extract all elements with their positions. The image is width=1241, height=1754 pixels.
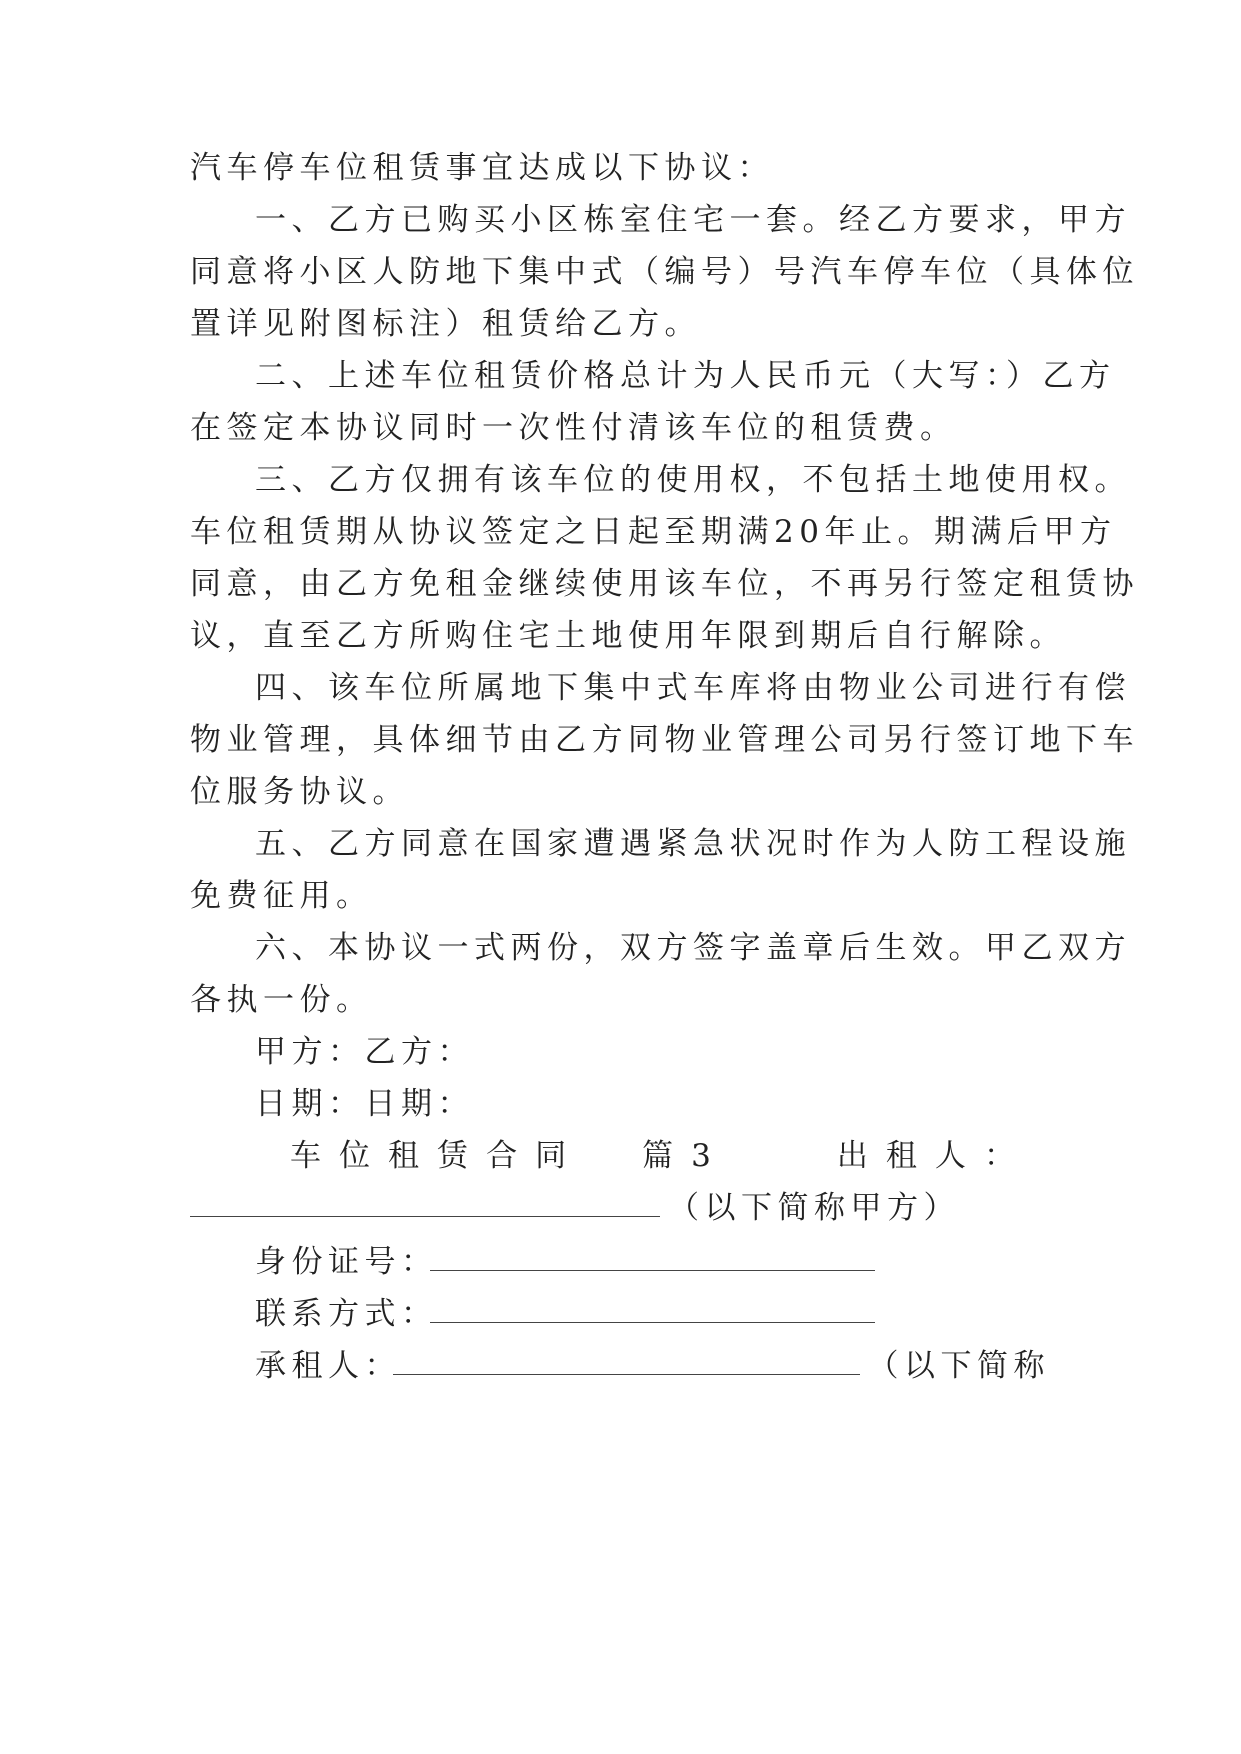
contract-heading [290, 1126, 1015, 1186]
paragraph-line: 各执一份。 [190, 982, 373, 1018]
heading-char: 车 [290, 1138, 321, 1174]
paragraph-line: 五、乙方同意在国家遭遇紧急状况时作为人防工程设施 [255, 826, 1131, 862]
heading-char: 人 [934, 1138, 966, 1174]
paragraph-line: 议，直至乙方所购住宅土地使用年限到期后自行解除。 [190, 618, 1066, 654]
paragraph-line: 车位租赁期从协议签定之日起至期满20年止。期满后甲方 [190, 514, 1117, 550]
signature-date-line: 日期：日期： [255, 1086, 474, 1122]
contact-blank[interactable] [430, 1284, 875, 1323]
id-number-label: 身份证号： [255, 1244, 438, 1280]
lessee-label: 承租人： [255, 1348, 401, 1384]
lessee-blank[interactable] [393, 1336, 860, 1375]
lessor-blank[interactable] [190, 1178, 660, 1217]
heading-char: 位 [339, 1138, 371, 1174]
lessor-suffix: （以下简称甲方） [668, 1190, 960, 1226]
contact-label: 联系方式： [255, 1296, 438, 1332]
paragraph-line: 同意将小区人防地下集中式（编号）号汽车停车位（具体位 [190, 254, 1139, 290]
paragraph-line: 一、乙方已购买小区栋室住宅一套。经乙方要求，甲方 [255, 202, 1131, 238]
lessee-suffix: （以下简称 [867, 1348, 1050, 1384]
lessor-line [190, 1178, 1050, 1238]
paragraph-line: 在签定本协议同时一次性付清该车位的租赁费。 [190, 410, 957, 446]
heading-char: 赁 [437, 1138, 469, 1174]
heading-char: 出 [836, 1138, 868, 1174]
paragraph-line: 汽车停车位租赁事宜达成以下协议： [190, 150, 774, 186]
heading-char: 租 [388, 1138, 420, 1174]
signature-party-line: 甲方：乙方： [255, 1034, 474, 1070]
id-number-blank[interactable] [430, 1232, 875, 1271]
paragraph-line: 六、本协议一式两份，双方签字盖章后生效。甲乙双方 [255, 930, 1131, 966]
heading-char: 租 [885, 1138, 917, 1174]
paragraph-line: 同意，由乙方免租金继续使用该车位，不再另行签定租赁协 [190, 566, 1139, 602]
paragraph-line: 物业管理，具体细节由乙方同物业管理公司另行签订地下车 [190, 722, 1139, 758]
paragraph-line: 位服务协议。 [190, 774, 409, 810]
paragraph-line: 免费征用。 [190, 878, 373, 914]
paragraph-line: 二、上述车位租赁价格总计为人民币元（大写：）乙方 [255, 358, 1116, 394]
heading-char: 3 [691, 1138, 711, 1174]
id-number-line [255, 1232, 1050, 1292]
heading-char: 篇 [642, 1138, 674, 1174]
heading-char: ： [983, 1138, 1015, 1174]
paragraph-line: 四、该车位所属地下集中式车库将由物业公司进行有偿 [255, 670, 1131, 706]
lessee-line [255, 1336, 1050, 1396]
paragraph-line: 置详见附图标注）租赁给乙方。 [190, 306, 701, 342]
contact-line [255, 1284, 1050, 1344]
heading-char: 合 [486, 1138, 518, 1174]
paragraph-line: 三、乙方仅拥有该车位的使用权，不包括土地使用权。 [255, 462, 1131, 498]
heading-char: 同 [535, 1138, 567, 1174]
